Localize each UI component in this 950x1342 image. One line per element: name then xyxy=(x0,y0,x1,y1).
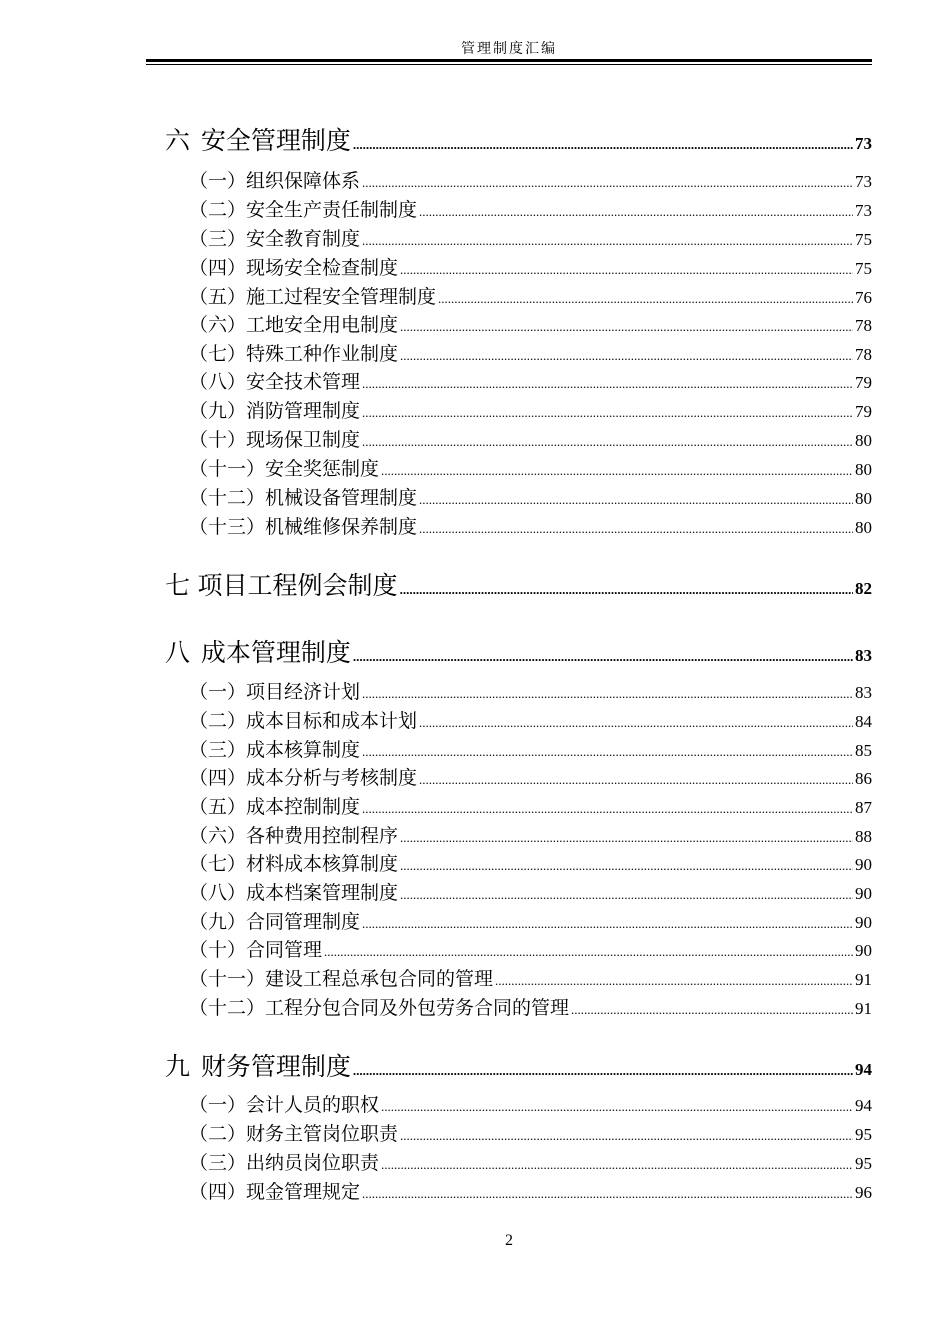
toc-subsection-entry xyxy=(165,1177,872,1203)
dot-leader xyxy=(400,830,853,846)
entry-title: （三）安全教育制度 xyxy=(189,228,361,250)
toc-subsection-entry xyxy=(165,964,872,990)
entry-title: （一）会计人员的职权 xyxy=(189,1094,380,1116)
entry-page-number: 73 xyxy=(855,172,872,191)
dot-leader xyxy=(400,858,853,874)
toc-subsection-entry xyxy=(165,367,872,393)
entry-title: 财务管理制度 xyxy=(200,1052,351,1081)
entry-page-number: 90 xyxy=(855,884,872,903)
entry-title: （五）施工过程安全管理制度 xyxy=(189,286,437,308)
entry-page-number: 94 xyxy=(855,1096,872,1115)
dot-leader xyxy=(400,887,853,903)
entry-page-number: 87 xyxy=(855,798,872,817)
dot-leader xyxy=(419,521,853,537)
dot-leader xyxy=(419,492,853,508)
section-number: 六 xyxy=(165,126,191,155)
toc-subsection-entry xyxy=(165,821,872,847)
dot-leader xyxy=(362,233,853,249)
entry-title: 成本管理制度 xyxy=(200,638,351,667)
toc-subsection-entry xyxy=(165,993,872,1019)
entry-title: （九）消防管理制度 xyxy=(189,400,361,422)
entry-title: （七）特殊工种作业制度 xyxy=(189,343,399,365)
entry-title: （十）合同管理 xyxy=(189,939,323,961)
entry-title: （十二）机械设备管理制度 xyxy=(189,487,418,509)
dot-leader xyxy=(381,1099,853,1115)
entry-page-number: 91 xyxy=(855,970,872,989)
entry-page-number: 91 xyxy=(855,999,872,1018)
page-number: 2 xyxy=(505,1232,513,1249)
entry-title: （六）工地安全用电制度 xyxy=(189,314,399,336)
dot-leader xyxy=(362,1186,853,1202)
entry-page-number: 85 xyxy=(855,741,872,760)
entry-title: （十三）机械维修保养制度 xyxy=(189,516,418,538)
dot-leader xyxy=(419,715,853,731)
dot-leader xyxy=(324,944,853,960)
dot-leader xyxy=(400,319,853,335)
entry-title: （三）成本核算制度 xyxy=(189,739,361,761)
entry-page-number: 84 xyxy=(855,712,872,731)
dot-leader xyxy=(400,262,853,278)
entry-page-number: 90 xyxy=(855,855,872,874)
toc-subsection-entry xyxy=(165,253,872,279)
dot-leader xyxy=(353,1063,853,1079)
entry-title: （八）成本档案管理制度 xyxy=(189,882,399,904)
entry-title: （五）成本控制制度 xyxy=(189,796,361,818)
entry-page-number: 80 xyxy=(855,460,872,479)
toc-subsection-entry xyxy=(165,166,872,192)
entry-page-number: 83 xyxy=(855,646,872,665)
dot-leader xyxy=(362,434,853,450)
entry-page-number: 75 xyxy=(855,259,872,278)
toc-subsection-entry xyxy=(165,425,872,451)
entry-title: （十）现场保卫制度 xyxy=(189,429,361,451)
toc-subsection-entry xyxy=(165,849,872,875)
entry-page-number: 78 xyxy=(855,316,872,335)
entry-title: （一）项目经济计划 xyxy=(189,681,361,703)
header-rule-thick xyxy=(146,59,872,62)
toc-section-entry xyxy=(165,566,872,602)
toc-subsection-entry xyxy=(165,935,872,961)
entry-page-number: 80 xyxy=(855,489,872,508)
toc-subsection-entry xyxy=(165,706,872,732)
dot-leader xyxy=(381,1157,853,1173)
entry-title: 项目工程例会制度 xyxy=(197,571,398,600)
running-header-title: 管理制度汇编 xyxy=(461,41,557,57)
toc-subsection-entry xyxy=(165,339,872,365)
entry-title: （十一）安全奖惩制度 xyxy=(189,458,380,480)
header-rule-thin xyxy=(146,64,872,65)
dot-leader xyxy=(419,772,853,788)
section-number: 八 xyxy=(165,638,191,667)
dot-leader xyxy=(381,463,853,479)
entry-title: （三）出纳员岗位职责 xyxy=(189,1152,380,1174)
dot-leader xyxy=(362,376,853,392)
entry-page-number: 95 xyxy=(855,1154,872,1173)
entry-page-number: 83 xyxy=(855,683,872,702)
toc-section-entry xyxy=(165,1047,872,1083)
dot-leader xyxy=(571,1002,853,1018)
entry-title: （一）组织保障体系 xyxy=(189,170,361,192)
entry-page-number: 75 xyxy=(855,230,872,249)
toc-subsection-entry xyxy=(165,512,872,538)
toc-subsection-entry xyxy=(165,1148,872,1174)
toc-subsection-entry xyxy=(165,1119,872,1145)
section-number: 九 xyxy=(165,1052,191,1081)
toc-subsection-entry xyxy=(165,677,872,703)
toc-subsection-entry xyxy=(165,282,872,308)
dot-leader xyxy=(362,801,853,817)
toc-section-entry xyxy=(165,121,872,157)
entry-page-number: 94 xyxy=(855,1060,872,1079)
toc-subsection-entry xyxy=(165,195,872,221)
entry-page-number: 73 xyxy=(855,134,872,153)
toc-subsection-entry xyxy=(165,792,872,818)
entry-page-number: 96 xyxy=(855,1183,872,1202)
entry-page-number: 86 xyxy=(855,769,872,788)
toc-subsection-entry xyxy=(165,454,872,480)
toc-subsection-entry xyxy=(165,483,872,509)
entry-title: （四）成本分析与考核制度 xyxy=(189,767,418,789)
toc-section-entry xyxy=(165,633,872,669)
entry-title: （九）合同管理制度 xyxy=(189,911,361,933)
toc-subsection-entry xyxy=(165,396,872,422)
dot-leader xyxy=(362,405,853,421)
dot-leader xyxy=(362,744,853,760)
entry-title: （四）现金管理规定 xyxy=(189,1181,361,1203)
toc-subsection-entry xyxy=(165,763,872,789)
entry-page-number: 95 xyxy=(855,1125,872,1144)
entry-page-number: 80 xyxy=(855,518,872,537)
dot-leader xyxy=(400,582,853,598)
section-number: 七 xyxy=(165,571,191,600)
entry-title: （二）财务主管岗位职责 xyxy=(189,1123,399,1145)
dot-leader xyxy=(362,686,853,702)
dot-leader xyxy=(353,137,853,153)
entry-title: （六）各种费用控制程序 xyxy=(189,825,399,847)
dot-leader xyxy=(438,291,853,307)
entry-page-number: 79 xyxy=(855,373,872,392)
dot-leader xyxy=(495,973,853,989)
dot-leader xyxy=(419,204,853,220)
entry-title: （七）材料成本核算制度 xyxy=(189,853,399,875)
entry-page-number: 73 xyxy=(855,201,872,220)
toc-subsection-entry xyxy=(165,1090,872,1116)
entry-title: （十一）建设工程总承包合同的管理 xyxy=(189,968,494,990)
toc-subsection-entry xyxy=(165,735,872,761)
entry-page-number: 79 xyxy=(855,402,872,421)
entry-title: （四）现场安全检查制度 xyxy=(189,257,399,279)
dot-leader xyxy=(400,1128,853,1144)
dot-leader xyxy=(400,348,853,364)
entry-page-number: 90 xyxy=(855,941,872,960)
dot-leader xyxy=(353,649,853,665)
dot-leader xyxy=(362,916,853,932)
entry-title: （八）安全技术管理 xyxy=(189,371,361,393)
toc-subsection-entry xyxy=(165,907,872,933)
entry-title: （二）安全生产责任制制度 xyxy=(189,199,418,221)
entry-page-number: 78 xyxy=(855,345,872,364)
toc-subsection-entry xyxy=(165,310,872,336)
entry-page-number: 88 xyxy=(855,827,872,846)
entry-page-number: 90 xyxy=(855,913,872,932)
entry-title: （十二）工程分包合同及外包劳务合同的管理 xyxy=(189,997,570,1019)
entry-page-number: 76 xyxy=(855,288,872,307)
entry-page-number: 82 xyxy=(855,579,872,598)
toc-subsection-entry xyxy=(165,224,872,250)
dot-leader xyxy=(362,175,853,191)
entry-title: 安全管理制度 xyxy=(200,126,351,155)
entry-title: （二）成本目标和成本计划 xyxy=(189,710,418,732)
entry-page-number: 80 xyxy=(855,431,872,450)
toc-subsection-entry xyxy=(165,878,872,904)
